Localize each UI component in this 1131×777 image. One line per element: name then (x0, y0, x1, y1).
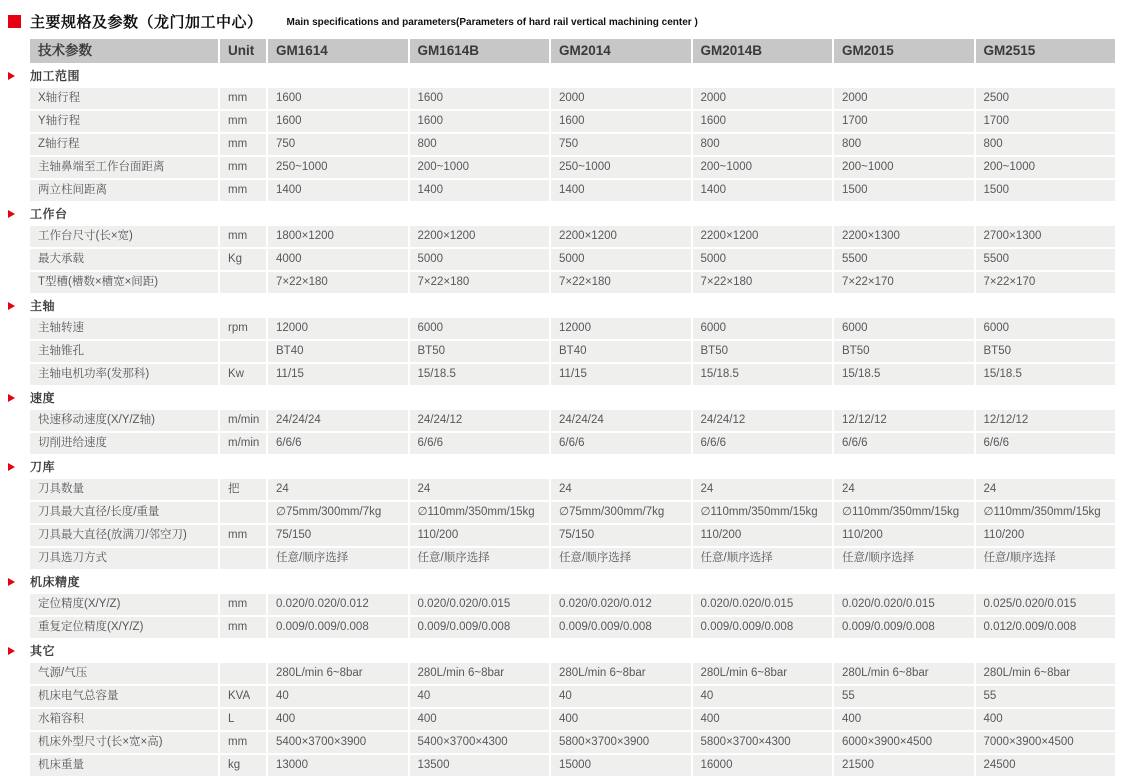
spec-value: 0.025/0.020/0.015 (976, 594, 1116, 615)
spec-row (30, 134, 1115, 155)
spec-name: 工作台尺寸(长×宽) (30, 226, 218, 247)
spec-value: 任意/顺序选择 (834, 548, 974, 569)
spec-unit (220, 341, 266, 362)
spec-value: 11/15 (551, 364, 691, 385)
spec-value: 6/6/6 (551, 433, 691, 454)
column-header-model: GM2014B (693, 39, 833, 63)
spec-value: 280L/min 6~8bar (551, 663, 691, 684)
spec-value: 280L/min 6~8bar (693, 663, 833, 684)
spec-value: 0.020/0.020/0.015 (834, 594, 974, 615)
spec-name: 刀具数量 (30, 479, 218, 500)
spec-row (30, 433, 1115, 454)
spec-value: 800 (410, 134, 550, 155)
spec-value: 2000 (693, 88, 833, 109)
spec-value: 1500 (976, 180, 1116, 201)
spec-row (30, 111, 1115, 132)
spec-value: ∅110mm/350mm/15kg (976, 502, 1116, 523)
spec-value: 7×22×180 (268, 272, 408, 293)
spec-unit (220, 502, 266, 523)
spec-row (30, 88, 1115, 109)
spec-value: 任意/顺序选择 (693, 548, 833, 569)
spec-value: 40 (693, 686, 833, 707)
spec-row (30, 479, 1115, 500)
spec-value: 24 (410, 479, 550, 500)
spec-value: 40 (410, 686, 550, 707)
column-header-model: GM2014 (551, 39, 691, 63)
spec-unit: mm (220, 617, 266, 638)
spec-value: 1400 (693, 180, 833, 201)
spec-value: 280L/min 6~8bar (268, 663, 408, 684)
spec-name: 气源/气压 (30, 663, 218, 684)
spec-value: 750 (268, 134, 408, 155)
spec-value: 800 (834, 134, 974, 155)
spec-value: 24/24/24 (551, 410, 691, 431)
spec-value: 40 (551, 686, 691, 707)
spec-value: 1400 (551, 180, 691, 201)
spec-value: 15/18.5 (834, 364, 974, 385)
spec-value: 2000 (551, 88, 691, 109)
spec-value: 400 (410, 709, 550, 730)
spec-unit (220, 272, 266, 293)
spec-value: 任意/顺序选择 (551, 548, 691, 569)
spec-row (30, 617, 1115, 638)
spec-value: ∅110mm/350mm/15kg (693, 502, 833, 523)
spec-unit: m/min (220, 433, 266, 454)
spec-value: 13500 (410, 755, 550, 776)
section-title: 加工范围 (30, 69, 81, 83)
spec-row (30, 272, 1115, 293)
spec-name: 刀具选刀方式 (30, 548, 218, 569)
section-title: 刀库 (30, 460, 56, 474)
spec-value: 250~1000 (551, 157, 691, 178)
spec-value: 7×22×180 (410, 272, 550, 293)
spec-unit: mm (220, 134, 266, 155)
spec-value: 0.009/0.009/0.008 (834, 617, 974, 638)
spec-row (30, 341, 1115, 362)
spec-value: 280L/min 6~8bar (410, 663, 550, 684)
spec-name: 机床重量 (30, 755, 218, 776)
spec-unit: 把 (220, 479, 266, 500)
spec-value: 5000 (410, 249, 550, 270)
spec-value: 250~1000 (268, 157, 408, 178)
spec-value: 0.009/0.009/0.008 (551, 617, 691, 638)
column-header-model: GM2515 (976, 39, 1116, 63)
spec-unit: mm (220, 594, 266, 615)
section-header-row (30, 640, 1115, 661)
spec-name: 水箱容积 (30, 709, 218, 730)
spec-value: 1600 (410, 111, 550, 132)
spec-value: 1600 (268, 111, 408, 132)
spec-value: 2700×1300 (976, 226, 1116, 247)
spec-value: 16000 (693, 755, 833, 776)
spec-value: 750 (551, 134, 691, 155)
spec-unit: Kg (220, 249, 266, 270)
spec-unit: KVA (220, 686, 266, 707)
spec-unit (220, 663, 266, 684)
spec-value: 6000×3900×4500 (834, 732, 974, 753)
spec-value: 110/200 (410, 525, 550, 546)
triangle-marker-icon (8, 463, 15, 471)
spec-value: 1400 (268, 180, 408, 201)
triangle-marker-icon (8, 302, 15, 310)
spec-value: 0.020/0.020/0.012 (551, 594, 691, 615)
spec-row (30, 318, 1115, 339)
spec-value: 110/200 (976, 525, 1116, 546)
spec-value: 0.009/0.009/0.008 (410, 617, 550, 638)
column-header-model: GM1614 (268, 39, 408, 63)
spec-value: 0.012/0.009/0.008 (976, 617, 1116, 638)
spec-value: 6000 (834, 318, 974, 339)
spec-value: 24 (976, 479, 1116, 500)
spec-row (30, 226, 1115, 247)
spec-name: Y轴行程 (30, 111, 218, 132)
spec-value: 6/6/6 (834, 433, 974, 454)
spec-value: 24/24/12 (410, 410, 550, 431)
column-header-param: 技术参数 (30, 39, 218, 63)
spec-value: 12000 (268, 318, 408, 339)
spec-value: 110/200 (834, 525, 974, 546)
spec-value: 200~1000 (410, 157, 550, 178)
spec-value: 7×22×170 (834, 272, 974, 293)
spec-row (30, 180, 1115, 201)
spec-value: 55 (976, 686, 1116, 707)
spec-value: BT50 (693, 341, 833, 362)
spec-row (30, 663, 1115, 684)
spec-name: Z轴行程 (30, 134, 218, 155)
section-header-row (30, 295, 1115, 316)
section-title: 工作台 (30, 207, 68, 221)
spec-name: T型槽(槽数×槽宽×间距) (30, 272, 218, 293)
section-header-row (30, 387, 1115, 408)
triangle-marker-icon (8, 578, 15, 586)
triangle-marker-icon (8, 210, 15, 218)
section-title: 其它 (30, 644, 56, 658)
spec-unit: rpm (220, 318, 266, 339)
spec-value: 24 (834, 479, 974, 500)
spec-unit: mm (220, 180, 266, 201)
spec-name: 刀具最大直径/长度/重量 (30, 502, 218, 523)
spec-value: 24 (551, 479, 691, 500)
spec-value: 0.009/0.009/0.008 (268, 617, 408, 638)
spec-value: 280L/min 6~8bar (834, 663, 974, 684)
spec-row (30, 755, 1115, 776)
page-title: 主要规格及参数（龙门加工中心） (30, 14, 263, 31)
section-title: 机床精度 (30, 575, 81, 589)
spec-value: BT50 (410, 341, 550, 362)
spec-value: 11/15 (268, 364, 408, 385)
spec-value: 5800×3700×3900 (551, 732, 691, 753)
spec-value: 4000 (268, 249, 408, 270)
spec-value: 任意/顺序选择 (410, 548, 550, 569)
spec-value: 400 (834, 709, 974, 730)
spec-value: 0.020/0.020/0.012 (268, 594, 408, 615)
spec-unit: mm (220, 88, 266, 109)
spec-name: 定位精度(X/Y/Z) (30, 594, 218, 615)
spec-name: 主轴锥孔 (30, 341, 218, 362)
spec-value: 2200×1200 (410, 226, 550, 247)
table-body (30, 65, 1115, 776)
spec-value: 24/24/12 (693, 410, 833, 431)
spec-value: 15000 (551, 755, 691, 776)
spec-value: BT40 (268, 341, 408, 362)
spec-value: 110/200 (693, 525, 833, 546)
spec-value: 7×22×180 (551, 272, 691, 293)
spec-value: 24 (693, 479, 833, 500)
spec-value: 0.009/0.009/0.008 (693, 617, 833, 638)
page-subtitle: Main specifications and parameters(Parameters of hard rail vertical machining center ) (286, 17, 698, 28)
spec-value: 1800×1200 (268, 226, 408, 247)
spec-value: 7000×3900×4500 (976, 732, 1116, 753)
spec-value: 75/150 (551, 525, 691, 546)
spec-value: 6000 (410, 318, 550, 339)
spec-value: 15/18.5 (976, 364, 1116, 385)
spec-value: 6/6/6 (976, 433, 1116, 454)
spec-value: 5500 (834, 249, 974, 270)
spec-value: 24/24/24 (268, 410, 408, 431)
spec-unit: mm (220, 525, 266, 546)
spec-value: 1600 (410, 88, 550, 109)
spec-value: 任意/顺序选择 (976, 548, 1116, 569)
section-header-row (30, 65, 1115, 86)
spec-value: 1700 (976, 111, 1116, 132)
spec-name: 刀具最大直径(放满刀/邻空刀) (30, 525, 218, 546)
spec-unit: mm (220, 111, 266, 132)
spec-value: 6/6/6 (268, 433, 408, 454)
spec-value: 200~1000 (834, 157, 974, 178)
spec-name: 机床外型尺寸(长×宽×高) (30, 732, 218, 753)
spec-row (30, 709, 1115, 730)
spec-value: 1500 (834, 180, 974, 201)
spec-row (30, 157, 1115, 178)
spec-value: 24 (268, 479, 408, 500)
table-header-row (30, 39, 1115, 63)
spec-value: 任意/顺序选择 (268, 548, 408, 569)
spec-value: 2200×1200 (693, 226, 833, 247)
spec-name: 机床电气总容量 (30, 686, 218, 707)
spec-value: 24500 (976, 755, 1116, 776)
spec-unit: m/min (220, 410, 266, 431)
spec-value: 800 (976, 134, 1116, 155)
spec-value: 6/6/6 (410, 433, 550, 454)
spec-value: ∅110mm/350mm/15kg (834, 502, 974, 523)
spec-value: 800 (693, 134, 833, 155)
spec-name: 主轴转速 (30, 318, 218, 339)
spec-value: 75/150 (268, 525, 408, 546)
spec-table (30, 39, 1115, 776)
spec-value: 40 (268, 686, 408, 707)
section-title: 主轴 (30, 299, 56, 313)
spec-name: 主轴电机功率(发那科) (30, 364, 218, 385)
spec-unit: mm (220, 157, 266, 178)
spec-row (30, 525, 1115, 546)
spec-value: 5400×3700×3900 (268, 732, 408, 753)
spec-row (30, 410, 1115, 431)
spec-value: 1700 (834, 111, 974, 132)
spec-value: 7×22×180 (693, 272, 833, 293)
spec-value: 15/18.5 (410, 364, 550, 385)
spec-value: 400 (693, 709, 833, 730)
spec-value: 400 (551, 709, 691, 730)
spec-value: 6/6/6 (693, 433, 833, 454)
spec-name: 两立柱间距离 (30, 180, 218, 201)
spec-value: 2200×1200 (551, 226, 691, 247)
spec-value: 5500 (976, 249, 1116, 270)
spec-value: 200~1000 (693, 157, 833, 178)
spec-value: 6000 (693, 318, 833, 339)
spec-value: ∅75mm/300mm/7kg (551, 502, 691, 523)
spec-value: 55 (834, 686, 974, 707)
spec-row (30, 249, 1115, 270)
column-header-model: GM2015 (834, 39, 974, 63)
spec-value: BT40 (551, 341, 691, 362)
spec-value: 7×22×170 (976, 272, 1116, 293)
spec-value: 21500 (834, 755, 974, 776)
spec-unit: mm (220, 226, 266, 247)
spec-unit: Kw (220, 364, 266, 385)
spec-value: 200~1000 (976, 157, 1116, 178)
triangle-marker-icon (8, 72, 15, 80)
spec-name: 快速移动速度(X/Y/Z轴) (30, 410, 218, 431)
spec-value: ∅110mm/350mm/15kg (410, 502, 550, 523)
spec-name: X轴行程 (30, 88, 218, 109)
spec-value: 2500 (976, 88, 1116, 109)
triangle-marker-icon (8, 394, 15, 402)
spec-row (30, 548, 1115, 569)
spec-value: 5800×3700×4300 (693, 732, 833, 753)
triangle-marker-icon (8, 647, 15, 655)
spec-value: ∅75mm/300mm/7kg (268, 502, 408, 523)
spec-name: 切削进给速度 (30, 433, 218, 454)
spec-value: 12/12/12 (976, 410, 1116, 431)
column-header-model: GM1614B (410, 39, 550, 63)
spec-unit: kg (220, 755, 266, 776)
spec-row (30, 686, 1115, 707)
spec-value: BT50 (976, 341, 1116, 362)
section-header-row (30, 571, 1115, 592)
spec-value: 1400 (410, 180, 550, 201)
spec-row (30, 502, 1115, 523)
spec-value: 12/12/12 (834, 410, 974, 431)
spec-value: 12000 (551, 318, 691, 339)
column-header-unit: Unit (220, 39, 266, 63)
spec-value: 6000 (976, 318, 1116, 339)
title-square-icon (8, 15, 21, 28)
spec-name: 最大承载 (30, 249, 218, 270)
spec-row (30, 364, 1115, 385)
spec-row (30, 732, 1115, 753)
spec-unit (220, 548, 266, 569)
spec-unit: L (220, 709, 266, 730)
spec-name: 重复定位精度(X/Y/Z) (30, 617, 218, 638)
spec-value: 5400×3700×4300 (410, 732, 550, 753)
spec-value: 1600 (551, 111, 691, 132)
spec-row (30, 594, 1115, 615)
spec-value: 0.020/0.020/0.015 (693, 594, 833, 615)
spec-value: 1600 (268, 88, 408, 109)
title-bar (0, 0, 1131, 38)
spec-value: 400 (268, 709, 408, 730)
spec-value: 15/18.5 (693, 364, 833, 385)
spec-value: 0.020/0.020/0.015 (410, 594, 550, 615)
section-header-row (30, 456, 1115, 477)
section-title: 速度 (30, 391, 56, 405)
spec-value: 400 (976, 709, 1116, 730)
spec-value: BT50 (834, 341, 974, 362)
spec-value: 1600 (693, 111, 833, 132)
spec-value: 2200×1300 (834, 226, 974, 247)
spec-name: 主轴鼻端至工作台面距离 (30, 157, 218, 178)
spec-value: 280L/min 6~8bar (976, 663, 1116, 684)
spec-value: 13000 (268, 755, 408, 776)
spec-unit: mm (220, 732, 266, 753)
spec-value: 5000 (551, 249, 691, 270)
spec-value: 2000 (834, 88, 974, 109)
section-header-row (30, 203, 1115, 224)
spec-value: 5000 (693, 249, 833, 270)
